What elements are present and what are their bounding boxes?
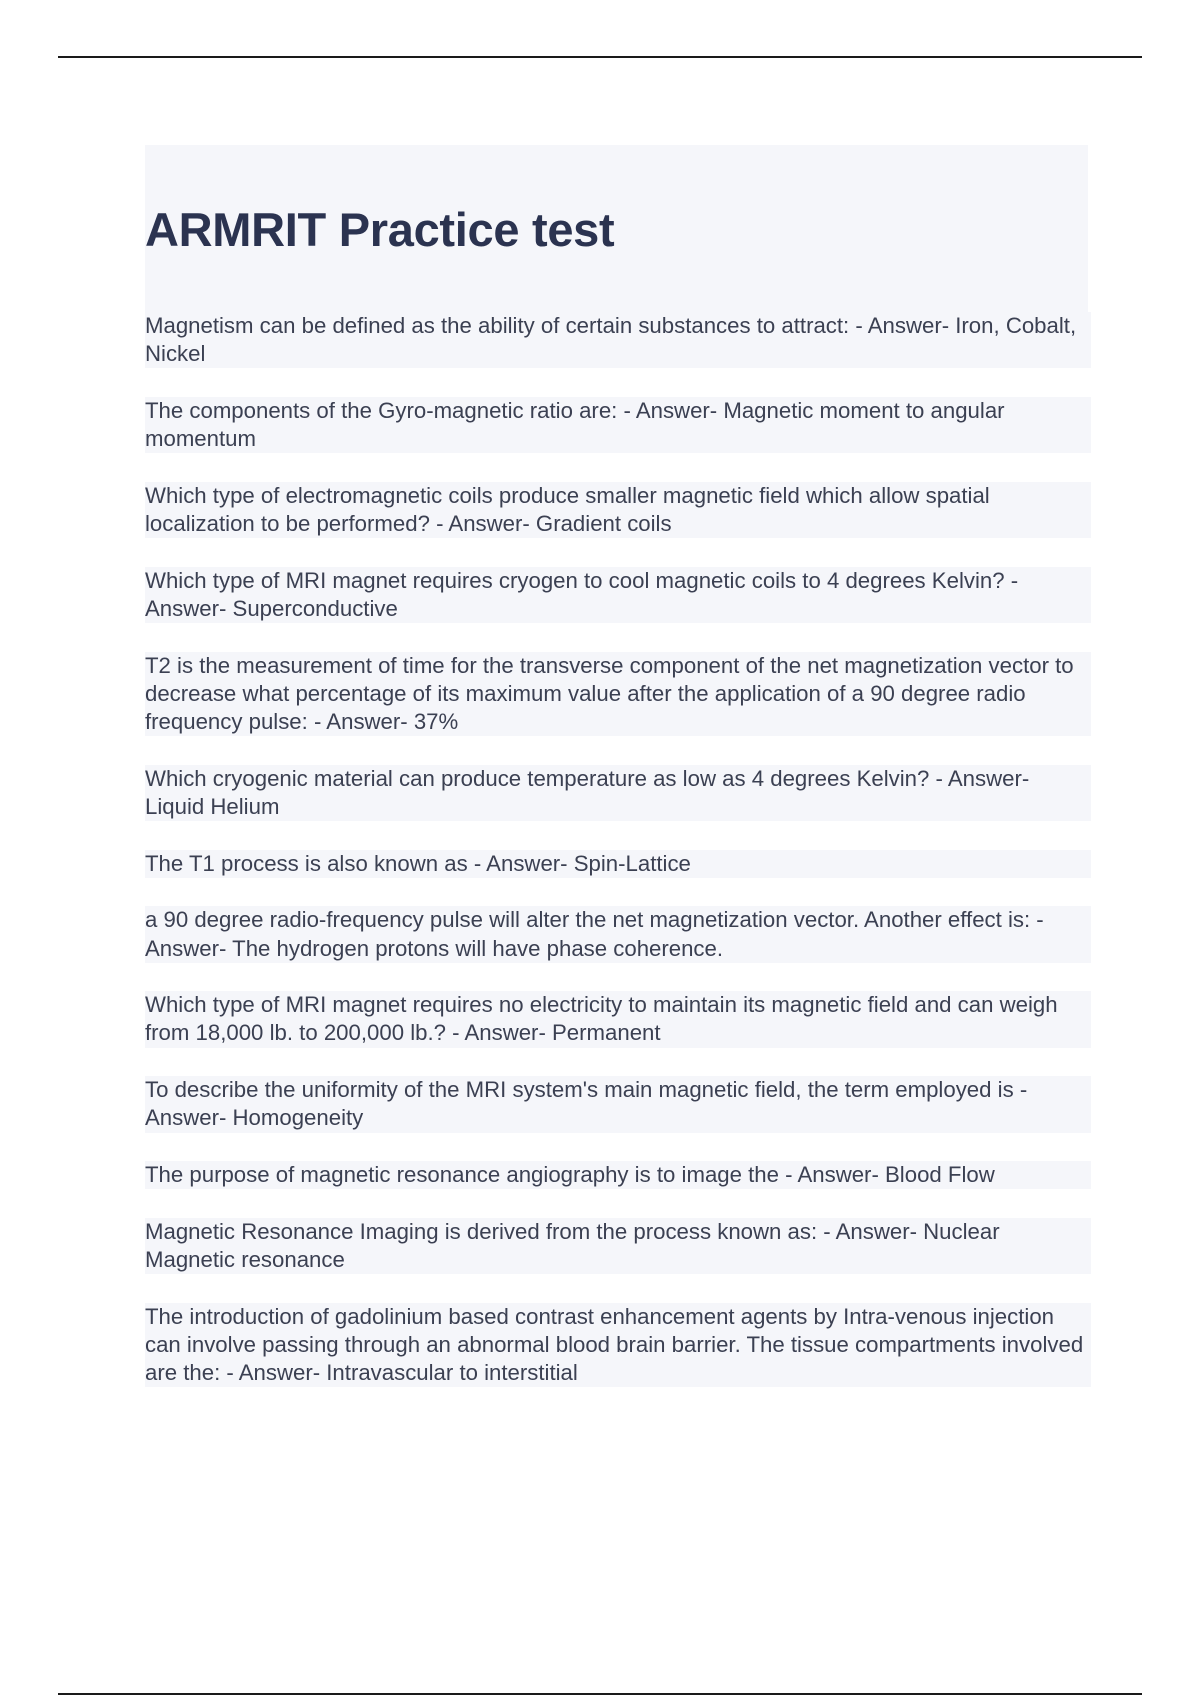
question-text: Which type of electromagnetic coils produce smaller magnetic field which allow spatial localization to be performed? - Answer- Gradient coils — [145, 482, 990, 537]
header-rule — [58, 56, 1142, 58]
question-item — [145, 1218, 1091, 1274]
question-list — [145, 312, 1091, 1416]
question-item — [145, 397, 1091, 453]
question-text: Magnetic Resonance Imaging is derived from the process known as: - Answer- Nuclear Magnetic resonance — [145, 1218, 1000, 1272]
question-text: T2 is the measurement of time for the transverse component of the net magnetization vector to decrease what percentage of its maximum value after the application of a 90 degree radio frequency pulse: - Answer- 37% — [145, 652, 1074, 735]
question-text: Magnetism can be defined as the ability of certain substances to attract: - Answer- Iron, Cobalt, Nickel — [145, 313, 1077, 367]
question-text: The T1 process is also known as - Answer- Spin-Lattice — [145, 850, 691, 876]
question-text: Which cryogenic material can produce temperature as low as 4 degrees Kelvin? - Answer- Liquid Helium — [145, 765, 1030, 819]
question-item — [145, 482, 1091, 538]
question-text: a 90 degree radio-frequency pulse will alter the net magnetization vector. Another effect is: - Answer- The hydrogen protons will have phase coherence. — [145, 907, 1044, 961]
question-item — [145, 991, 1091, 1047]
question-item — [145, 652, 1091, 737]
question-item — [145, 1303, 1091, 1388]
question-text: To describe the uniformity of the MRI system's main magnetic field, the term employed is - Answer- Homogeneity — [145, 1077, 1028, 1131]
question-item — [145, 850, 1091, 878]
page-title: ARMRIT Practice test — [145, 203, 615, 256]
question-text: The components of the Gyro-magnetic ratio are: - Answer- Magnetic moment to angular momentum — [145, 397, 1005, 452]
question-text: The introduction of gadolinium based contrast enhancement agents by Intra-venous injection can involve passing through an abnormal blood brain barrier. The tissue compartments involved are the: - Answer- Intravascular to interstitial — [145, 1303, 1084, 1386]
question-text: The purpose of magnetic resonance angiography is to image the - Answer- Blood Flow — [145, 1162, 995, 1188]
question-item — [145, 1161, 1091, 1189]
question-item — [145, 906, 1091, 962]
question-text: Which type of MRI magnet requires no electricity to maintain its magnetic field and can weigh from 18,000 lb. to 200,000 lb.? - Answer- Permanent — [145, 992, 1058, 1046]
question-text: Which type of MRI magnet requires cryogen to cool magnetic coils to 4 degrees Kelvin? - Answer- Superconductive — [145, 567, 1019, 621]
question-item — [145, 567, 1091, 623]
question-item — [145, 1076, 1091, 1132]
footer-rule — [58, 1693, 1142, 1695]
question-item — [145, 765, 1091, 821]
question-item — [145, 312, 1091, 368]
